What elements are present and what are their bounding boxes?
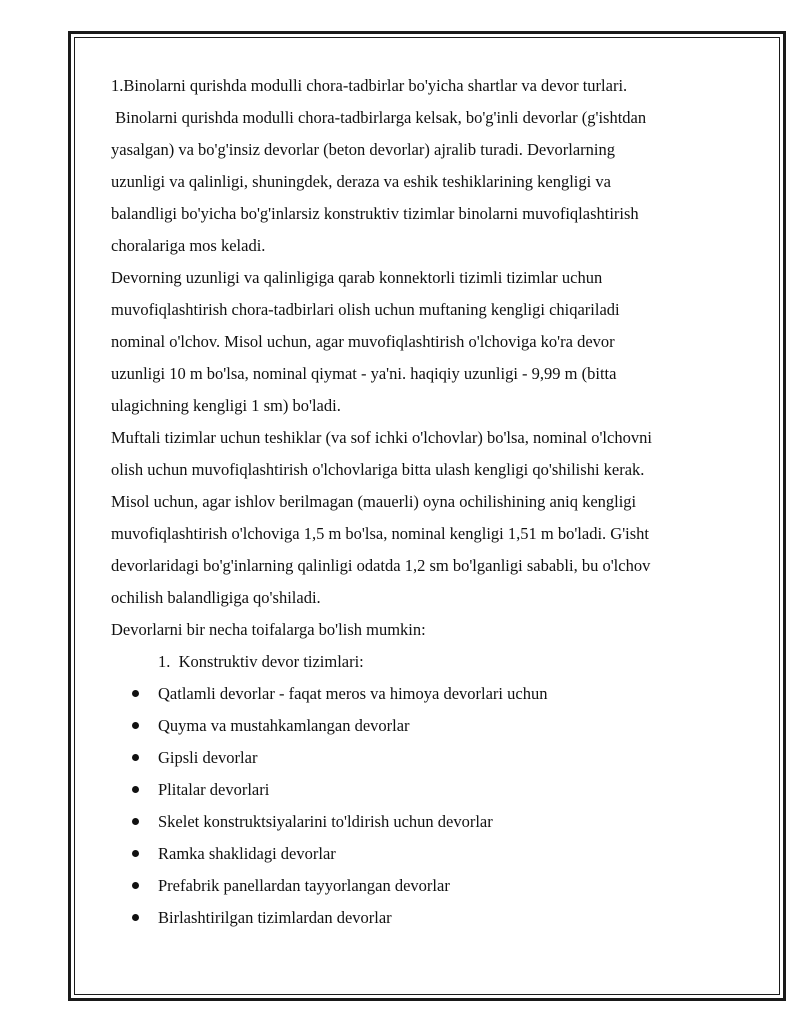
numbered-list-item: 1. Konstruktiv devor tizimlari:: [158, 652, 364, 671]
paragraph-line: Misol uchun, agar ishlov berilmagan (mauerli) oyna ochilishining aniq kengligi: [111, 492, 637, 511]
paragraph-line: olish uchun muvofiqlashtirish o'lchovlariga bitta ulash kengligi qo'shilishi kerak.: [111, 460, 645, 479]
list-item: [111, 742, 751, 774]
list-item-text: Plitalar devorlari: [158, 780, 270, 799]
list-item: [111, 806, 751, 838]
list-item-text: Prefabrik panellardan tayyorlangan devorlar: [158, 876, 450, 895]
list-item: [111, 870, 751, 902]
bullet-icon: [132, 754, 139, 761]
bullet-list: [111, 678, 751, 934]
paragraph-line: Devorning uzunligi va qalinligiga qarab konnektorli tizimli tizimlar uchun: [111, 268, 603, 287]
paragraph-line: nominal o'lchov. Misol uchun, agar muvofiqlashtirish o'lchoviga ko'ra devor: [111, 332, 615, 351]
paragraph-1: [111, 102, 751, 262]
list-item-text: Qatlamli devorlar - faqat meros va himoya devorlari uchun: [158, 684, 548, 703]
bullet-icon: [132, 914, 139, 921]
paragraph-line: balandligi bo'yicha bo'g'inlarsiz konstruktiv tizimlar binolarni muvofiqlashtirish: [111, 204, 639, 223]
bullet-icon: [132, 882, 139, 889]
bullet-icon: [132, 786, 139, 793]
list-item-text: Birlashtirilgan tizimlardan devorlar: [158, 908, 392, 927]
list-intro: Devorlarni bir necha toifalarga bo'lish mumkin:: [111, 620, 426, 639]
paragraph-line: Muftali tizimlar uchun teshiklar (va sof ichki o'lchovlar) bo'lsa, nominal o'lchovni: [111, 428, 652, 447]
bullet-icon: [132, 690, 139, 697]
paragraph-line: muvofiqlashtirish o'lchoviga 1,5 m bo'lsa, nominal kengligi 1,51 m bo'ladi. G'isht: [111, 524, 650, 543]
list-item: [111, 838, 751, 870]
paragraph-line: uzunligi 10 m bo'lsa, nominal qiymat - ya'ni. haqiqiy uzunligi - 9,99 m (bitta: [111, 364, 617, 383]
list-item: [111, 774, 751, 806]
list-item-text: Skelet konstruktsiyalarini to'ldirish uchun devorlar: [158, 812, 493, 831]
list-item-text: Gipsli devorlar: [158, 748, 258, 767]
bullet-icon: [132, 722, 139, 729]
paragraph-line: ochilish balandligiga qo'shiladi.: [111, 588, 321, 607]
paragraph-line: choralariga mos keladi.: [111, 236, 266, 255]
list-item-text: Quyma va mustahkamlangan devorlar: [158, 716, 410, 735]
section-heading: 1.Binolarni qurishda modulli chora-tadbirlar bo'yicha shartlar va devor turlari.: [111, 76, 628, 95]
list-item: [111, 710, 751, 742]
paragraph-line: ulagichning kengligi 1 sm) bo'ladi.: [111, 396, 341, 415]
paragraph-line: yasalgan) va bo'g'insiz devorlar (beton devorlar) ajralib turadi. Devorlarning: [111, 140, 615, 159]
paragraph-line: devorlaridagi bo'g'inlarning qalinligi odatda 1,2 sm bo'lganligi sababli, bu o'lchov: [111, 556, 651, 575]
paragraph-line: uzunligi va qalinligi, shuningdek, deraza va eshik teshiklarining kengligi va: [111, 172, 611, 191]
list-item: [111, 902, 751, 934]
paragraph-line: muvofiqlashtirish chora-tadbirlari olish uchun muftaning kengligi chiqariladi: [111, 300, 620, 319]
list-item: [111, 678, 751, 710]
document-body: [111, 70, 751, 934]
paragraph-3: [111, 422, 751, 614]
paragraph-line: Binolarni qurishda modulli chora-tadbirlarga kelsak, bo'g'inli devorlar (g'ishtdan: [111, 108, 647, 127]
bullet-icon: [132, 850, 139, 857]
bullet-icon: [132, 818, 139, 825]
list-item-text: Ramka shaklidagi devorlar: [158, 844, 336, 863]
paragraph-2: [111, 262, 751, 422]
